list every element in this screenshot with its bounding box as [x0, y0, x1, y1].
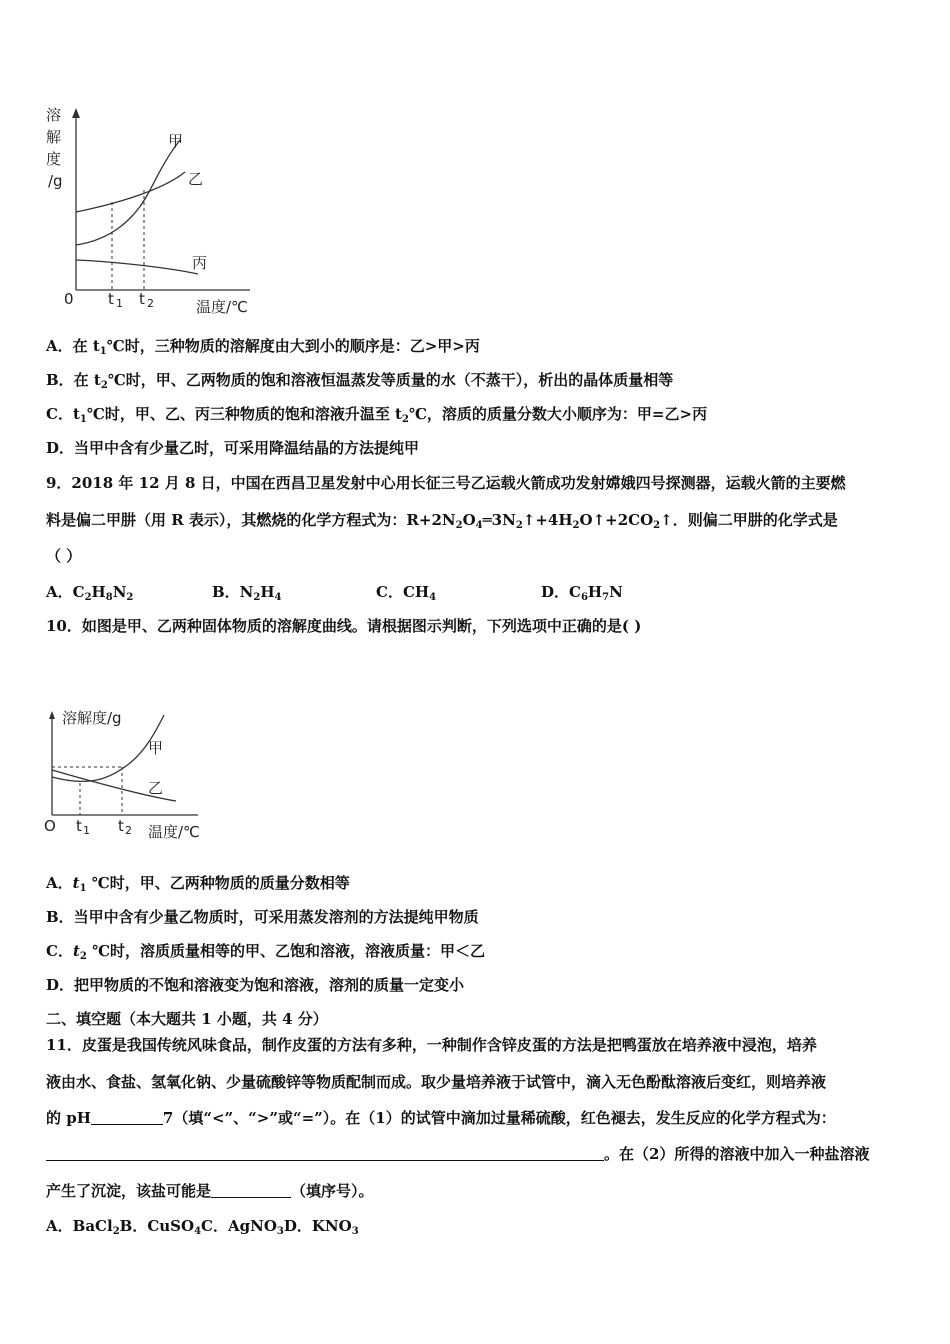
tick-t1: t — [108, 290, 114, 308]
q10-option-c: C．$t_2$ ℃时，溶质质量相等的甲、乙饱和溶液，溶液质量：甲＜乙 — [46, 942, 486, 962]
xlabel: 温度/℃ — [148, 823, 200, 841]
y-axis-arrow — [49, 711, 55, 719]
ylabel: 溶解度/g — [62, 709, 122, 727]
q8-option-b: B．在 $t_2℃$时，甲、乙两物质的饱和溶液恒温蒸发等质量的水（不蒸干），析出的晶体质量相等 — [46, 371, 674, 391]
label-jia: 甲 — [168, 132, 184, 150]
q10-option-b: B．当甲中含有少量乙物质时，可采用蒸发溶剂的方法提纯甲物质 — [46, 908, 479, 926]
solubility-chart-1 — [40, 100, 270, 325]
q9-option-c: C．$CH_4$ — [376, 583, 437, 603]
label-yi: 乙 — [188, 170, 204, 188]
q10-option-a: A．$t_1$ ℃时，甲、乙两种物质的质量分数相等 — [46, 874, 350, 894]
ylabel-char-4: /g — [48, 172, 63, 190]
origin-label: O — [44, 817, 56, 835]
ph-blank[interactable] — [91, 1110, 163, 1125]
xlabel: 温度/℃ — [196, 298, 248, 316]
q11-line2: 液由水、食盐、氢氧化钠、少量硫酸锌等物质配制而成。取少量培养液于试管中，滴入无色酚酞溶液后变红，则培养液 — [46, 1073, 827, 1091]
label-bing: 丙 — [192, 254, 208, 272]
ylabel-char-1: 溶 — [46, 106, 62, 124]
tick-t2-sub: 2 — [125, 824, 132, 837]
q9-stem-line3: （ ） — [46, 547, 82, 565]
section-heading: 二、填空题（本大题共 1 小题，共 4 分） — [46, 1010, 328, 1028]
curve-yi — [76, 172, 185, 212]
origin-label: 0 — [64, 290, 74, 308]
solubility-chart-2 — [40, 705, 220, 845]
tick-t2: t — [139, 290, 145, 308]
q9-option-b: B．$N_2H_4$ — [212, 583, 282, 603]
curve-bing — [76, 260, 198, 274]
ylabel-char-3: 度 — [46, 150, 62, 168]
q9-stem-line2: 料是偏二甲肼（用 R 表示），其燃烧的化学方程式为：$R+2N_2O_4═3N_2↑+4H_2O↑+2CO_2↑$．则偏二甲肼的化学式是 — [46, 511, 838, 531]
q10-option-d: D．把甲物质的不饱和溶液变为饱和溶液，溶剂的质量一定变小 — [46, 976, 465, 994]
label-yi: 乙 — [148, 779, 164, 797]
q8-option-c: C．$t_1℃$时，甲、乙、丙三种物质的饱和溶液升温至 $t_2℃$，溶质的质量分数大小顺序为：甲=乙>丙 — [46, 405, 708, 425]
q10-stem: 10．如图是甲、乙两种固体物质的溶解度曲线。请根据图示判断，下列选项中正确的是( ) — [46, 617, 642, 635]
tick-t1-sub: 1 — [83, 824, 90, 837]
q8-option-a: A．在 $t_1℃$时，三种物质的溶解度由大到小的顺序是：乙>甲>丙 — [46, 337, 480, 357]
q9-stem-line1: 9．2018 年 12 月 8 日，中国在西昌卫星发射中心用长征三号乙运载火箭成功发射嫦娥四号探测器，运载火箭的主要燃 — [46, 474, 846, 492]
q11-line1: 11．皮蛋是我国传统风味食品，制作皮蛋的方法有多种，一种制作含锌皮蛋的方法是把鸭蛋放在培养液中浸泡，培养 — [46, 1036, 817, 1054]
q9-option-a: A．$C_2H_8N_2$ — [46, 583, 134, 603]
tick-t2: t — [118, 817, 124, 835]
salt-blank[interactable] — [211, 1183, 291, 1198]
tick-t2-sub: 2 — [147, 297, 154, 310]
y-axis-arrow — [72, 108, 80, 118]
q11-line5: 产生了沉淀，该盐可能是 （填序号）。 — [46, 1182, 374, 1200]
q11-options: A．BaCl$_2$B．CuSO$_4$C．AgNO$_3$D．$KNO_3$ — [46, 1217, 359, 1237]
q8-option-d: D．当甲中含有少量乙时，可采用降温结晶的方法提纯甲 — [46, 439, 420, 457]
ylabel-char-2: 解 — [46, 128, 62, 146]
label-jia: 甲 — [148, 739, 164, 757]
curve-jia — [76, 140, 180, 245]
equation-blank[interactable] — [46, 1146, 604, 1161]
q11-line4: 。在（2）所得的溶液中加入一种盐溶液 — [46, 1144, 869, 1164]
tick-t1-sub: 1 — [116, 297, 123, 310]
tick-t1: t — [76, 817, 82, 835]
q11-line3: 的 pH 7（填“<”、“>”或“=”）。在（1）的试管中滴加过量稀硫酸，红色褪去，发生反应的化学方程式为： — [46, 1109, 836, 1127]
q9-option-d: D．$C_6H_7N$ — [541, 583, 623, 603]
